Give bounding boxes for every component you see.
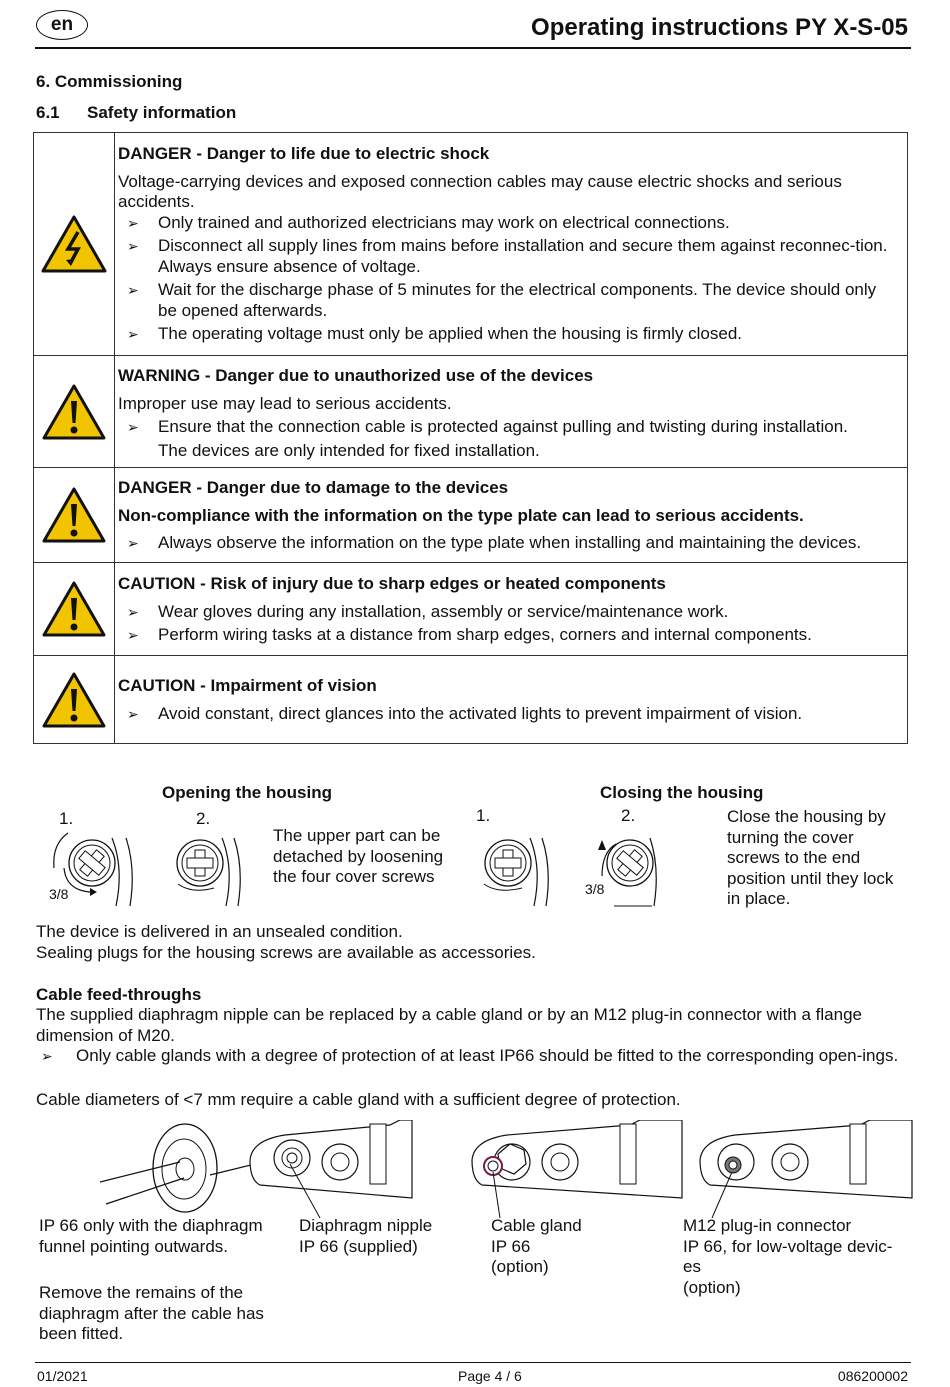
- safety-bullet: ➢ Perform wiring tasks at a distance from sharp edges, corners and internal components.: [127, 625, 812, 644]
- footer-docnum: 086200002: [837, 1368, 908, 1384]
- safety-table: [33, 132, 908, 744]
- safety-row-damage: [34, 468, 907, 563]
- cable-bullet: ➢ Only cable glands with a degree of protection of at least IP66 should be fitted to the corresponding open-ings.: [41, 1046, 899, 1065]
- safety-row-vision: [34, 656, 907, 743]
- caption-cable-gland: Cable gland IP 66 (option): [491, 1216, 582, 1276]
- document-title: Operating instructions PY X-S-05: [531, 14, 908, 41]
- safety-bullet: ➢ Wear gloves during any installation, assembly or service/maintenance work.: [127, 601, 729, 621]
- subsection-title: Safety information: [87, 103, 237, 122]
- safety-continuation: The devices are only intended for fixed installation.: [158, 440, 540, 460]
- subsection-number: 6.1: [36, 103, 60, 122]
- warning-icon: [34, 656, 115, 743]
- caption-diaphragm: IP 66 only with the diaphragm funnel pointing outwards.: [39, 1216, 263, 1256]
- section-heading: 6. Commissioning: [36, 72, 183, 91]
- cable-heading: Cable feed-throughs: [36, 985, 202, 1004]
- safety-bullet: ➢ Disconnect all supply lines from mains before installation and secure them against reconnec-tion. Always ensure absence of voltage.: [127, 236, 888, 276]
- safety-row-sharp-edges: [34, 563, 907, 656]
- step-number: 2.: [196, 809, 211, 828]
- footer-date: 01/2021: [37, 1368, 88, 1384]
- subsection-heading: [36, 103, 236, 124]
- safety-bullet: ➢ Wait for the discharge phase of 5 minutes for the electrical components. The device should only be opened afterwards.: [127, 280, 877, 320]
- warning-icon: [34, 356, 115, 467]
- delivery-line-1: The device is delivered in an unsealed condition.: [36, 922, 403, 941]
- safety-title: WARNING - Danger due to unauthorized use of the devices: [118, 366, 594, 385]
- safety-title: CAUTION - Impairment of vision: [118, 676, 377, 695]
- safety-title: DANGER - Danger due to damage to the devices: [118, 478, 509, 497]
- language-badge: en: [36, 10, 88, 40]
- safety-bold-text: Non-compliance with the information on the type plate can lead to serious accidents.: [118, 505, 804, 525]
- safety-row-warning: [34, 356, 907, 468]
- footer-page: Page 4 / 6: [458, 1368, 522, 1384]
- safety-text: Voltage-carrying devices and exposed connection cables may cause electric shocks and serious accidents.: [118, 171, 842, 211]
- warning-icon: [34, 563, 115, 655]
- closing-instructions: Close the housing by turning the cover screws to the end position until they lock in place.: [727, 807, 894, 908]
- safety-title: CAUTION - Risk of injury due to sharp edges or heated components: [118, 574, 666, 593]
- safety-bullet: ➢ Always observe the information on the type plate when installing and maintaining the devices.: [127, 533, 862, 552]
- turn-label: 3/8: [585, 881, 605, 897]
- cable-feedthrough-illustrations: [100, 1120, 915, 1220]
- opening-housing-title: Opening the housing: [162, 783, 332, 802]
- safety-title: DANGER - Danger to life due to electric shock: [118, 144, 490, 163]
- safety-bullet: ➢ Only trained and authorized electricians may work on electrical connections.: [127, 212, 730, 232]
- step-number: 2.: [621, 806, 636, 825]
- safety-bullet: ➢ The operating voltage must only be applied when the housing is firmly closed.: [127, 324, 743, 343]
- safety-bullet: ➢ Avoid constant, direct glances into the activated lights to prevent impairment of vision.: [127, 703, 803, 723]
- step-number: 1.: [476, 806, 491, 825]
- safety-bullet: ➢ Ensure that the connection cable is protected against pulling and twisting during installation.: [127, 417, 848, 436]
- screw-closed-illustration: [470, 828, 555, 910]
- header-divider: [35, 47, 911, 49]
- safety-row-electric: [34, 133, 907, 356]
- turn-label: 3/8: [49, 886, 69, 902]
- safety-text: Improper use may lead to serious accidents.: [118, 393, 452, 413]
- footer-divider: [35, 1362, 911, 1363]
- cable-note: Cable diameters of <7 mm require a cable gland with a sufficient degree of protection.: [36, 1090, 681, 1109]
- electric-shock-icon: [34, 133, 115, 355]
- screw-open-illustration: [170, 828, 245, 910]
- opening-instructions: The upper part can be detached by loosening the four cover screws: [273, 826, 444, 886]
- caption-m12-connector: M12 plug-in connector IP 66, for low-voltage devic-es (option): [683, 1216, 893, 1297]
- caption-diaphragm-remains: Remove the remains of the diaphragm after the cable has been fitted.: [39, 1283, 264, 1343]
- closing-housing-title: Closing the housing: [600, 783, 764, 802]
- cable-text: The supplied diaphragm nipple can be replaced by a cable gland or by an M12 plug-in connector with a flange dimension of M20.: [36, 1005, 862, 1045]
- delivery-line-2: Sealing plugs for the housing screws are available as accessories.: [36, 943, 536, 962]
- warning-icon: [34, 468, 115, 562]
- step-number: 1.: [59, 809, 74, 828]
- caption-diaphragm-nipple: Diaphragm nipple IP 66 (supplied): [299, 1216, 433, 1256]
